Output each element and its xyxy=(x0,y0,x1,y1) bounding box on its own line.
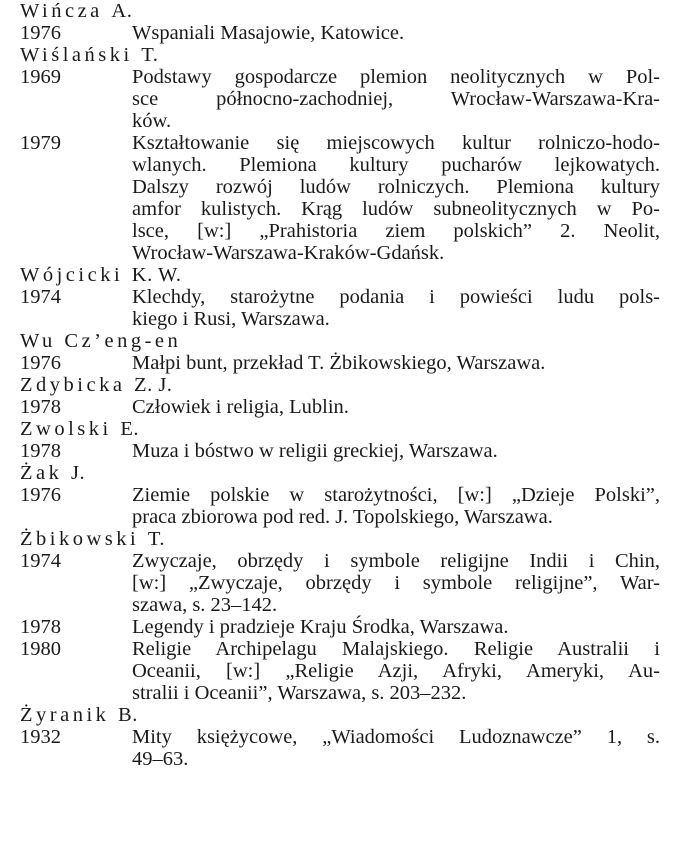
author-surname: Wójcicki xyxy=(20,264,124,286)
publication-text-line: Podstawy gospodarcze plemion neolitycznych w Pol- xyxy=(132,66,660,88)
bibliography-entry xyxy=(0,396,700,418)
bibliography-entry xyxy=(0,132,700,264)
author-heading xyxy=(0,462,700,484)
bibliography-entry xyxy=(0,638,700,704)
publication-text-line: Klechdy, starożytne podania i powieści ludu pols- xyxy=(132,286,660,308)
publication-text-line: Legendy i pradzieje Kraju Środka, Warszawa. xyxy=(132,616,509,638)
publication-text-line: ków. xyxy=(132,110,172,132)
publication-title xyxy=(132,22,660,44)
author-surname: Wiślański xyxy=(20,44,133,66)
author-initials: T. xyxy=(141,44,159,66)
author-heading xyxy=(0,704,700,726)
bibliography-entry xyxy=(0,616,700,638)
bibliography-entry xyxy=(0,352,700,374)
publication-text-line: lsce, [w:] „Prahistoria ziem polskich” 2. Neolit, xyxy=(132,220,660,242)
bibliography-entry xyxy=(0,550,700,616)
publication-year: 1980 xyxy=(20,638,61,660)
publication-year: 1974 xyxy=(20,286,61,308)
publication-year: 1976 xyxy=(20,22,61,44)
publication-title xyxy=(132,66,660,132)
author-initials: T. xyxy=(147,528,165,550)
publication-title xyxy=(132,550,660,616)
publication-text-line: kiego i Rusi, Warszawa. xyxy=(132,308,330,330)
author-initials: Z. J. xyxy=(134,374,173,396)
publication-title xyxy=(132,132,660,264)
author-heading xyxy=(0,330,700,352)
publication-title xyxy=(132,726,660,770)
author-initials: E. xyxy=(120,418,139,440)
publication-text-line: stralii i Oceanii”, Warszawa, s. 203–232. xyxy=(132,682,467,704)
bibliography-entry xyxy=(0,286,700,330)
publication-title xyxy=(132,484,660,528)
publication-title xyxy=(132,352,660,374)
publication-title xyxy=(132,638,660,704)
publication-text-line: sce północno-zachodniej, Wrocław-Warszawa-Kra- xyxy=(132,88,660,110)
publication-title xyxy=(132,286,660,330)
publication-text-line: Muza i bóstwo w religii greckiej, Warszawa. xyxy=(132,440,498,462)
author-initials: A. xyxy=(111,0,133,22)
publication-text-line: Religie Archipelagu Malajskiego. Religie Australii i xyxy=(132,638,660,660)
publication-year: 1976 xyxy=(20,484,61,506)
publication-year: 1978 xyxy=(20,616,61,638)
author-surname: Żbikowski xyxy=(20,528,140,550)
author-initials: K. W. xyxy=(131,264,182,286)
author-heading xyxy=(0,374,700,396)
author-heading xyxy=(0,0,700,22)
publication-year: 1974 xyxy=(20,550,61,572)
author-surname: Wińcza xyxy=(20,0,103,22)
author-initials: J. xyxy=(71,462,86,484)
bibliography-entry xyxy=(0,22,700,44)
author-heading xyxy=(0,44,700,66)
publication-text-line: Wrocław-Warszawa-Kraków-Gdańsk. xyxy=(132,242,445,264)
publication-text-line: wlanych. Plemiona kultury pucharów lejkowatych. xyxy=(132,154,660,176)
author-surname: Zwolski xyxy=(20,418,112,440)
publication-title xyxy=(132,440,660,462)
publication-year: 1976 xyxy=(20,352,61,374)
publication-text-line: [w:] „Zwyczaje, obrzędy i symbole religijne”, War- xyxy=(132,572,660,594)
publication-year: 1979 xyxy=(20,132,61,154)
publication-text-line: szawa, s. 23–142. xyxy=(132,594,278,616)
author-heading xyxy=(0,418,700,440)
bibliography-entry xyxy=(0,484,700,528)
publication-year: 1969 xyxy=(20,66,61,88)
publication-text-line: Mity księżycowe, „Wiadomości Ludoznawcze” 1, s. xyxy=(132,726,660,748)
publication-text-line: praca zbiorowa pod red. J. Topolskiego, Warszawa. xyxy=(132,506,553,528)
publication-text-line: 49–63. xyxy=(132,748,189,770)
bibliography-entry xyxy=(0,440,700,462)
publication-text-line: Małpi bunt, przekład T. Żbikowskiego, Warszawa. xyxy=(132,352,546,374)
publication-text-line: Człowiek i religia, Lublin. xyxy=(132,396,349,418)
author-surname: Zdybicka xyxy=(20,374,126,396)
author-surname: Żyranik xyxy=(20,704,110,726)
publication-year: 1932 xyxy=(20,726,61,748)
bibliography-entry xyxy=(0,726,700,770)
author-surname: Wu Cz’eng-en xyxy=(20,330,182,352)
publication-text-line: amfor kulistych. Krąg ludów subneolitycznych w Po- xyxy=(132,198,660,220)
publication-text-line: Wspaniali Masajowie, Katowice. xyxy=(132,22,405,44)
author-heading xyxy=(0,264,700,286)
author-surname: Żak xyxy=(20,462,63,484)
author-initials: B. xyxy=(118,704,138,726)
bibliography-entry xyxy=(0,66,700,132)
publication-title xyxy=(132,396,660,418)
publication-text-line: Oceanii, [w:] „Religie Azji, Afryki, Ameryki, Au- xyxy=(132,660,660,682)
publication-text-line: Zwyczaje, obrzędy i symbole religijne Indii i Chin, xyxy=(132,550,660,572)
publication-year: 1978 xyxy=(20,396,61,418)
publication-text-line: Dalszy rozwój ludów rolniczych. Plemiona kultury xyxy=(132,176,660,198)
publication-year: 1978 xyxy=(20,440,61,462)
author-heading xyxy=(0,528,700,550)
publication-text-line: Ziemie polskie w starożytności, [w:] „Dzieje Polski”, xyxy=(132,484,660,506)
publication-title xyxy=(132,616,660,638)
publication-text-line: Kształtowanie się miejscowych kultur rolniczo-hodo- xyxy=(132,132,660,154)
